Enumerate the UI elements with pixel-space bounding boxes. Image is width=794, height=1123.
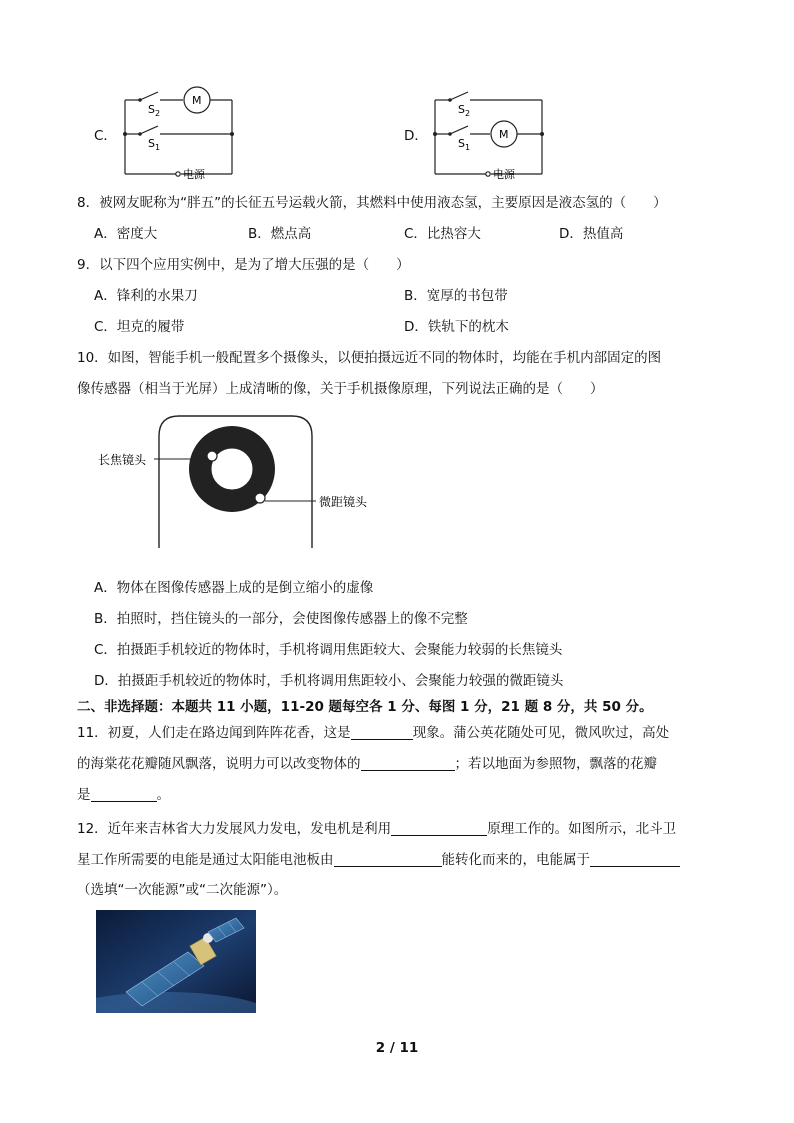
motor-label: M <box>499 128 509 141</box>
telephoto-lens-label: 长焦镜头 <box>98 453 147 467</box>
section-2-heading: 二、非选择题：本题共 11 小题，11-20 题每空各 1 分、每图 1 分，21 题 8 分，共 50 分。 <box>77 699 653 715</box>
question-11-line3: 是 。 <box>77 787 170 803</box>
option-c-label: C． <box>94 128 117 144</box>
switch-s2-label: $S_2$ <box>148 103 161 118</box>
telephoto-lens-icon <box>207 451 217 461</box>
question-10-stem-line2: 像传感器（相当于光屏）上成清晰的像，关于手机摄像原理，下列说法正确的是（ ） <box>77 381 604 397</box>
phone-camera-diagram <box>94 408 384 550</box>
q10-option-c: C．拍摄距手机较近的物体时，手机将调用焦距较大、会聚能力较弱的长焦镜头 <box>94 642 563 658</box>
q10-option-d: D．拍摄距手机较近的物体时，手机将调用焦距较小、会聚能力较强的微距镜头 <box>94 673 564 689</box>
question-8-stem: 8．被网友昵称为“胖五”的长征五号运载火箭，其燃料中使用液态氢，主要原因是液态氢的（ ） <box>77 195 667 211</box>
answer-blank[interactable] <box>91 787 157 802</box>
answer-blank[interactable] <box>590 852 680 867</box>
q9-option-d: D．铁轨下的枕木 <box>404 319 509 335</box>
page-number: 2 / 11 <box>375 1040 419 1056</box>
q9-option-b: B．宽厚的书包带 <box>404 288 508 304</box>
question-11-line1: 11．初夏，人们走在路边闻到阵阵花香，这是 现象。蒲公英花随处可见，微风吹过，高处 <box>77 725 670 741</box>
satellite-photo <box>96 910 256 1013</box>
q8-option-a: A．密度大 <box>94 226 158 242</box>
switch-s1-label: $S_1$ <box>458 137 471 152</box>
q9-option-a: A．锋利的水果刀 <box>94 288 198 304</box>
motor-label: M <box>192 94 202 107</box>
question-12-line2: 星工作所需要的电能是通过太阳能电池板由 能转化而来的，电能属于 <box>77 848 680 868</box>
question-12-line3: （选填“一次能源”或“二次能源”）。 <box>77 882 288 898</box>
answer-blank[interactable] <box>351 725 413 740</box>
answer-blank[interactable] <box>361 756 455 771</box>
q10-option-b: B．拍照时，挡住镜头的一部分，会使图像传感器上的像不完整 <box>94 611 468 627</box>
power-label: 电源 <box>493 168 515 181</box>
circuit-diagram-c <box>118 82 238 182</box>
question-9-stem: 9．以下四个应用实例中，是为了增大压强的是（ ） <box>77 257 410 273</box>
q8-option-d: D．热值高 <box>559 226 624 242</box>
switch-s1-label: $S_1$ <box>148 137 161 152</box>
question-12-line1: 12．近年来吉林省大力发展风力发电，发电机是利用 原理工作的。如图所示，北斗卫 <box>77 821 677 837</box>
macro-lens-icon <box>255 493 265 503</box>
q9-option-c: C．坦克的履带 <box>94 319 185 335</box>
power-label: 电源 <box>183 168 205 181</box>
answer-blank[interactable] <box>391 821 487 836</box>
q8-option-c: C．比热容大 <box>404 226 481 242</box>
question-11-line2: 的海棠花花瓣随风飘落，说明力可以改变物体的 ；若以地面为参照物，飘落的花瓣 <box>77 756 657 772</box>
answer-blank[interactable] <box>334 852 442 867</box>
circuit-diagram-d <box>428 82 548 182</box>
question-10-stem-line1: 10．如图，智能手机一般配置多个摄像头，以便拍摄远近不同的物体时，均能在手机内部固定的图 <box>77 350 662 366</box>
option-d-label: D． <box>404 128 428 144</box>
q10-option-a: A．物体在图像传感器上成的是倒立缩小的虚像 <box>94 580 374 596</box>
q8-option-b: B．燃点高 <box>248 226 312 242</box>
macro-lens-label: 微距镜头 <box>319 495 368 509</box>
switch-s2-label: $S_2$ <box>458 103 471 118</box>
